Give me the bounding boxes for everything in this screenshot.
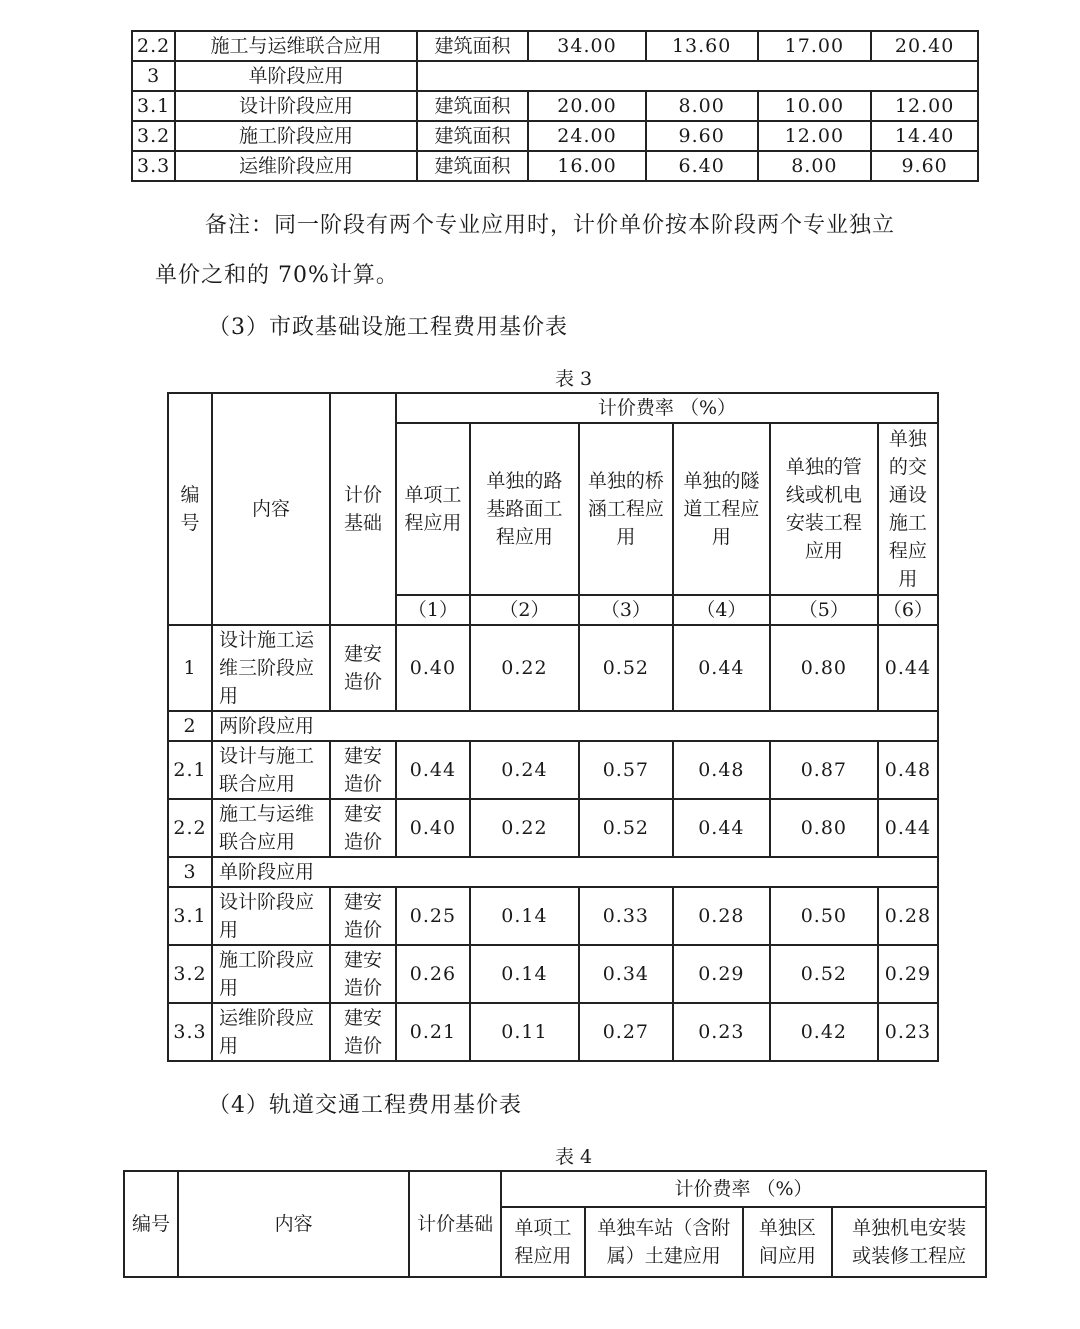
table-4	[123, 1170, 987, 1278]
subnumber-2: （2）	[470, 595, 579, 625]
subheader-3: 单独区间应用	[743, 1207, 833, 1277]
table-header-row	[124, 1171, 986, 1207]
table-row: 3.3 运维阶段应用 建筑面积 16.00 6.40 8.00 9.60	[132, 151, 978, 181]
table-row: 3.2 施工阶段应用 建筑面积 24.00 9.60 12.00 14.40	[132, 121, 978, 151]
subheader-1: 单项工程应用	[396, 423, 470, 595]
subnumber-4: （4）	[673, 595, 770, 625]
subnumber-6: （6）	[878, 595, 938, 625]
rate-header: 计价费率 （%）	[501, 1171, 986, 1207]
col-basis-header: 计价基础	[409, 1171, 501, 1277]
section-3-heading: （3）市政基础设施工程费用基价表	[208, 315, 568, 340]
table-row: 3 单阶段应用	[132, 61, 978, 91]
table-row: 2.2 施工与运维联合应用 建安造价 0.40 0.22 0.52 0.44 0.80 0.44	[168, 799, 938, 857]
subheader-4: 单独机电安装或装修工程应	[832, 1207, 986, 1277]
note-line-2: 单价之和的 70%计算。	[155, 263, 399, 288]
subheader-2: 单独的路基路面工程应用	[470, 423, 579, 595]
section-4-heading: （4）轨道交通工程费用基价表	[208, 1093, 522, 1118]
table-row: 2.2 施工与运维联合应用 建筑面积 34.00 13.60 17.00 20.40	[132, 31, 978, 61]
subheader-5: 单独的管线或机电安装工程应用	[770, 423, 878, 595]
table-3	[167, 392, 939, 1062]
rate-header: 计价费率 （%）	[396, 393, 938, 423]
table-row: 1 设计施工运维三阶段应用 建安造价 0.40 0.22 0.52 0.44 0.80 0.44	[168, 625, 938, 711]
table-header-row	[168, 393, 938, 423]
table-row: 3.1 设计阶段应用 建筑面积 20.00 8.00 10.00 12.00	[132, 91, 978, 121]
table-2-continuation	[131, 30, 979, 182]
subnumber-1: （1）	[396, 595, 470, 625]
table-row: 2 两阶段应用	[168, 711, 938, 741]
table-row: 3 单阶段应用	[168, 857, 938, 887]
table-4-caption: 表 4	[555, 1146, 593, 1168]
subheader-3: 单独的桥涵工程应用	[579, 423, 673, 595]
table-row: 3.1 设计阶段应用 建安造价 0.25 0.14 0.33 0.28 0.50 0.28	[168, 887, 938, 945]
note-line-1: 备注：同一阶段有两个专业应用时，计价单价按本阶段两个专业独立	[205, 213, 896, 238]
subheader-4: 单独的隧道工程应用	[673, 423, 770, 595]
table-row: 3.2 施工阶段应用 建安造价 0.26 0.14 0.34 0.29 0.52 0.29	[168, 945, 938, 1003]
col-no-header: 编号	[168, 393, 212, 625]
subheader-2: 单独车站（含附属）土建应用	[585, 1207, 743, 1277]
col-content-header: 内容	[178, 1171, 409, 1277]
col-basis-header: 计价基础	[330, 393, 396, 625]
subheader-6: 单独的交通设施工程应用	[878, 423, 938, 595]
table-row: 2.1 设计与施工联合应用 建安造价 0.44 0.24 0.57 0.48 0.87 0.48	[168, 741, 938, 799]
table-row: 3.3 运维阶段应用 建安造价 0.21 0.11 0.27 0.23 0.42 0.23	[168, 1003, 938, 1061]
col-content-header: 内容	[212, 393, 330, 625]
subheader-1: 单项工程应用	[501, 1207, 585, 1277]
table-3-caption: 表 3	[555, 368, 593, 390]
col-no-header: 编号	[124, 1171, 178, 1277]
subnumber-3: （3）	[579, 595, 673, 625]
subnumber-5: （5）	[770, 595, 878, 625]
